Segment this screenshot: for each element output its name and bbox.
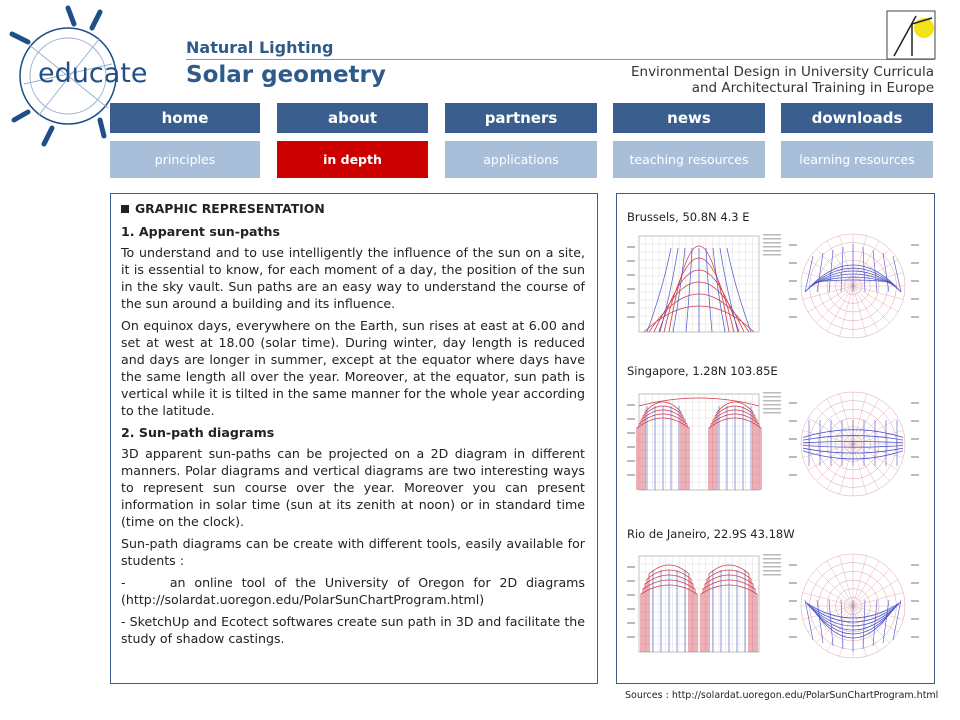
vertical-diagram-brussels (625, 228, 785, 348)
sources-note: Sources : http://solardat.uoregon.edu/PolarSunChartProgram.html (625, 690, 939, 701)
page-subtitle: Natural Lighting (186, 38, 334, 57)
header-divider (186, 59, 934, 60)
vertical-diagram-singapore (625, 386, 785, 506)
nav-about[interactable]: about (277, 103, 428, 133)
paragraph-4: Sun-path diagrams can be create with different tools, easily available for students : (121, 536, 585, 568)
heading-sun-path-diagrams: 2. Sun-path diagrams (121, 425, 275, 440)
org-logo (886, 10, 936, 60)
nav-home[interactable]: home (110, 103, 260, 133)
paragraph-6: - SketchUp and Ecotect softwares create sun path in 3D and facilitate the study of shadow castings. (121, 614, 585, 646)
nav-downloads[interactable]: downloads (781, 103, 933, 133)
diagrams-panel (616, 193, 935, 684)
subnav-teaching-resources[interactable]: teaching resources (613, 141, 765, 178)
polar-diagram-brussels (787, 228, 922, 348)
caption-rio: Rio de Janeiro, 22.9S 43.18W (627, 527, 795, 541)
subnav-learning-resources[interactable]: learning resources (781, 141, 933, 178)
polar-diagram-singapore (787, 386, 922, 506)
heading-apparent-sun-paths: 1. Apparent sun-paths (121, 224, 280, 239)
org-name-line1: Environmental Design in University Curricula (630, 64, 934, 80)
content-panel (110, 193, 598, 684)
logo-text: educate (38, 58, 148, 89)
subnav-in-depth[interactable]: in depth (277, 141, 428, 178)
paragraph-3: 3D apparent sun-paths can be projected on a 2D diagram in different manners. Polar diagrams and vertical diagrams are two interesting ways to represent sun course over the year. Moreover you can present information in solar time (sun at its zenith at noon) or in standard time (time on the clock). (121, 446, 585, 529)
paragraph-5: - an online tool of the University of Oregon for 2D diagrams (http://solardat.uoregon.edu/PolarSunChartProgram.html) (121, 575, 585, 607)
nav-partners[interactable]: partners (445, 103, 597, 133)
polar-diagram-rio (787, 548, 922, 670)
page-title: Solar geometry (186, 62, 386, 88)
section-heading (121, 200, 585, 217)
section-heading-text: GRAPHIC REPRESENTATION (135, 201, 325, 216)
nav-news[interactable]: news (613, 103, 765, 133)
caption-singapore: Singapore, 1.28N 103.85E (627, 364, 778, 378)
vertical-diagram-rio (625, 548, 785, 670)
subnav-applications[interactable]: applications (445, 141, 597, 178)
paragraph-1: To understand and to use intelligently the influence of the sun on a site, it is essential to know, for each moment of a day, the position of the sun in the sky vault. Sun paths are an easy way to understand the course of the sun around a building and its influence. (121, 245, 585, 311)
paragraph-2: On equinox days, everywhere on the Earth, sun rises at east at 6.00 and set at west at 18.00 (solar time). During winter, day length is reduced and days are longer in summer, except at the equator where days have the same length all over the year. Moreover, at the equator, sun path is vertical while it is tilted in the same manner for the whole year according to the latitude. (121, 318, 585, 418)
caption-brussels: Brussels, 50.8N 4.3 E (627, 210, 750, 224)
square-bullet-icon (121, 205, 129, 213)
subnav-principles[interactable]: principles (110, 141, 260, 178)
org-name-line2: and Architectural Training in Europe (691, 80, 934, 96)
